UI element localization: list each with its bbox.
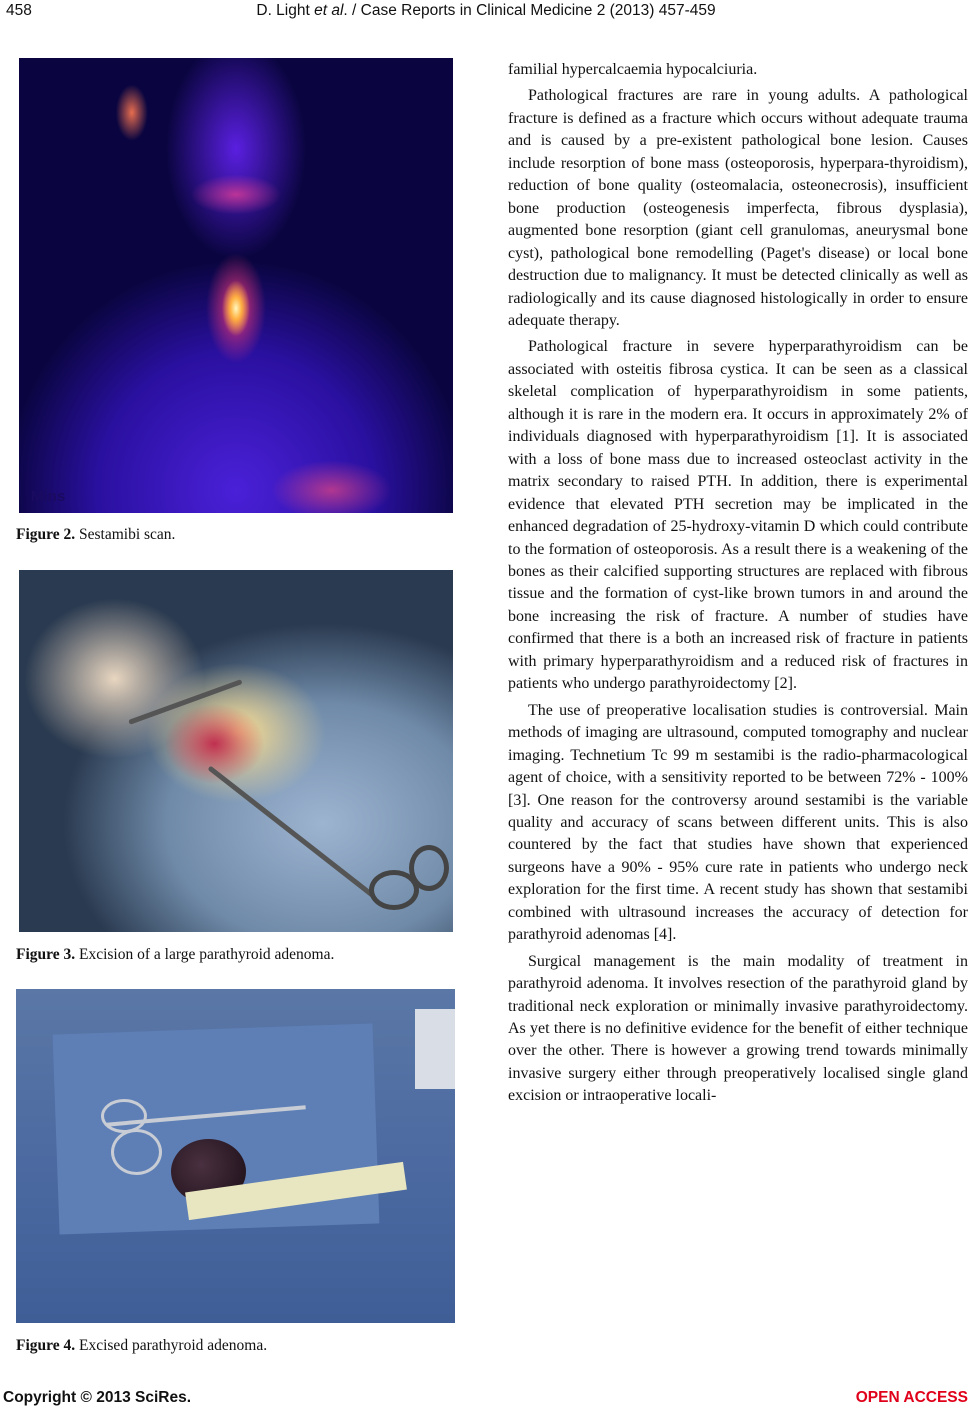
forceps-ring [409, 845, 449, 891]
clamp-shape [128, 679, 242, 725]
running-head [0, 2, 972, 20]
hemostat-ring [111, 1129, 162, 1175]
caption-text: Excised parathyroid adenoma. [75, 1337, 268, 1354]
figure-label: Figure 4. [16, 1337, 76, 1354]
figure-4-caption [16, 1337, 267, 1355]
figure-label: Figure 2. [16, 526, 76, 543]
figure-label: Figure 3. [16, 946, 76, 963]
figure-2-caption [16, 526, 175, 544]
caption-text: Sestamibi scan. [75, 526, 176, 543]
running-head-journal: . / Case Reports in Clinical Medicine 2 (2013) 457-459 [343, 2, 716, 19]
paragraph: The use of preoperative localisation studies is controversial. Main methods of imaging are ultrasound, computed tomography and nuclear imaging. Technetium Tc 99 m sestamibi is the radio-pharmacological agent of choice, with a sensitivity reported to be between 72% - 100% [3]. One reason for the controversy around sestamibi is the variable quality and accuracy of scans between different units. This is also countered by the fact that studies have shown that experienced surgeons have a 90% - 95% cure rate in patients who undergo neck exploration for the first time. A recent study has shown that sestamibi combined with ultrasound increases the accuracy of detection for parathyroid adenomas [4]. [508, 701, 968, 944]
scan-time-label: Mins [31, 488, 66, 505]
paragraph: Pathological fractures are rare in young adults. A pathological fracture is defined as a fracture which occurs without adequate trauma and is caused by a pre-existent pathological bone lesion. Causes include resorption of bone mass (osteoporosis, hyperpara-thyroidism), reduction of bone quality (osteomalacia, osteonecrosis), insufficient bone production (osteogenesis imperfecta, fibrous dysplasia), augmented bone resorption (giant cell granulomas, aneurysmal bone cyst), pathological bone remodelling (Paget's disease) or local bone destruction due to malignancy. It must be detected clinically as well as radiologically and its cause diagnosed histologically in order to ensure adequate therapy. [508, 87, 968, 329]
paragraph: Surgical management is the main modality of treatment in parathyroid adenoma. It involves resection of the parathyroid gland by traditional neck exploration or minimally invasive parathyroidectomy. As yet there is no definitive evidence for the benefit of either technique over the other. There is however a growing trend towards minimally invasive surgery either through preoperatively localised single gland excision or intraoperative locali- [508, 952, 968, 1105]
paragraph: familial hypercalcaemia hypocalciuria. [508, 61, 758, 78]
running-head-etal: et al [314, 2, 344, 19]
caption-text: Excision of a large parathyroid adenoma. [75, 946, 335, 963]
hemostat-ring [101, 1099, 147, 1133]
forceps-shape [207, 766, 376, 899]
body-text-column [508, 59, 968, 1112]
paragraph: Pathological fracture in severe hyperparathyroidism can be associated with osteitis fibrosa cystica. It can be seen as a classical skeletal complication of hyperparathyroidism in some patients, although it is rare in the modern era. It occurs in approximately 2% of individuals diagnosed with hyperparathyroidism [1]. It is associated with a loss of bone mass due to increased osteoclast activity in the matrix secondary to raised PTH. In addition, there is experimental evidence that elevated PTH secretion may be implicated in the enhanced degradation of 25-hydroxy-vitamin D which could contribute to the formation of osteoporosis. As a result there is a weakening of the bones as their calcified supporting structures are replaced with fibrous tissue and the formation of cyst-like brown tumors in and around the bone increasing the risk of fracture. A number of studies have confirmed that there is a both an increased risk of fracture in patients with primary hyperparathyroidism and a reduced risk of fractures in patients who undergo parathyroidectomy [2]. [508, 338, 968, 693]
package [415, 1009, 455, 1089]
open-access-label: OPEN ACCESS [855, 1389, 968, 1406]
copyright-notice: Copyright © 2013 SciRes. [3, 1389, 192, 1406]
page-number: 458 [6, 2, 32, 19]
figure-3-surgery-photo [19, 570, 453, 932]
figure-4-excised-adenoma-photo [16, 989, 455, 1323]
figure-2-sestamibi-scan-image [19, 58, 453, 513]
figure-3-caption [16, 946, 334, 964]
running-head-authors: D. Light [256, 2, 315, 19]
